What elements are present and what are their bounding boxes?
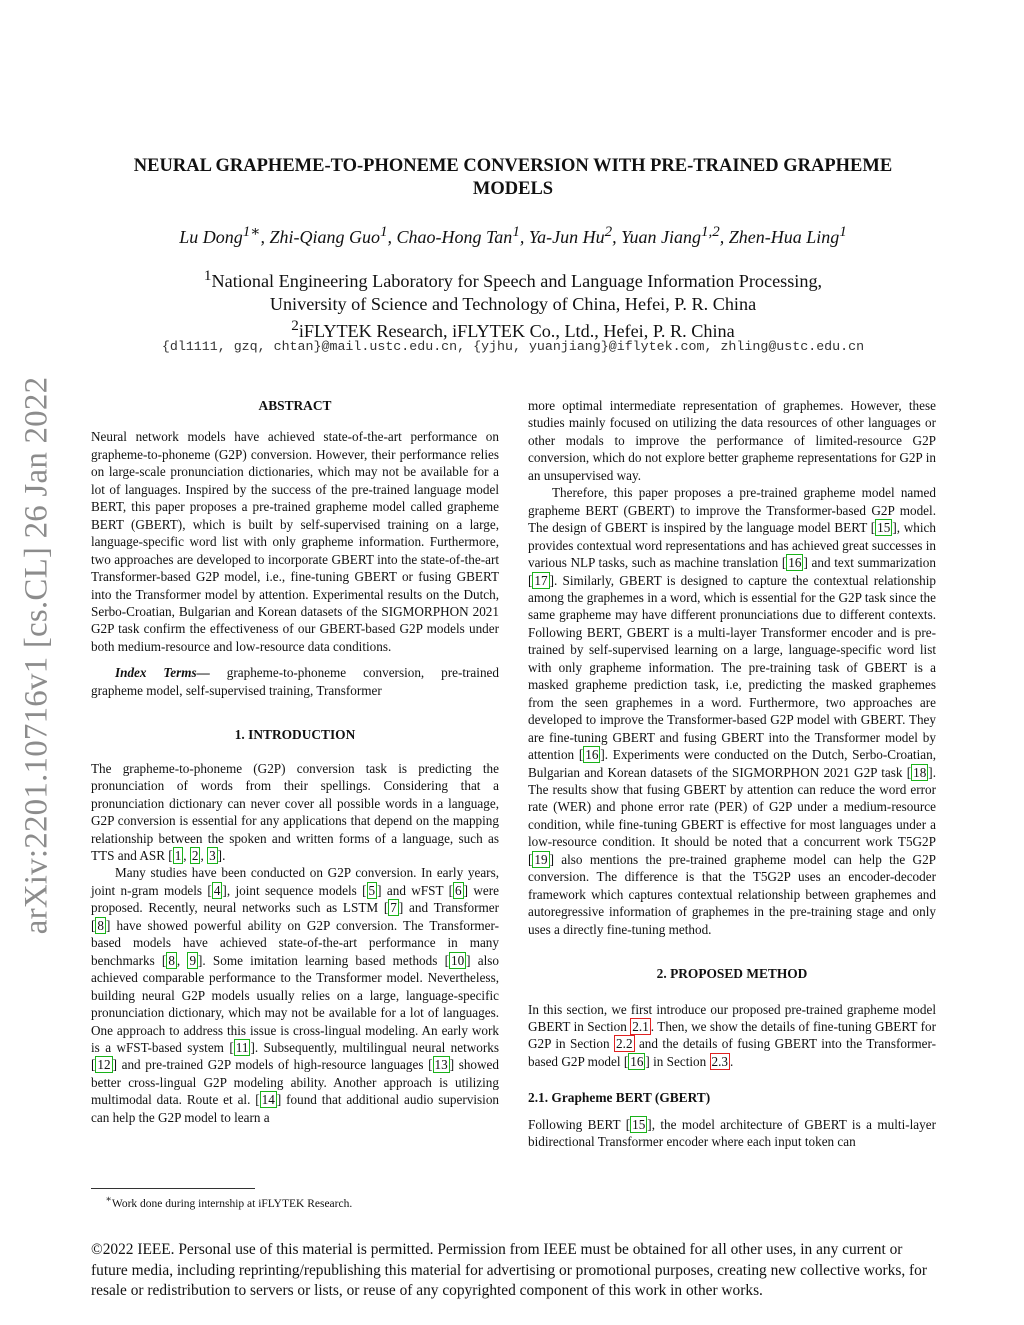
affiliations xyxy=(90,265,936,343)
arxiv-sidebar xyxy=(8,370,66,940)
citation-link[interactable]: 18 xyxy=(913,764,927,780)
author-affil-mark: 1∗ xyxy=(242,224,261,240)
abstract-text: Neural network models have achieved state-of-the-art performance on grapheme-to-phoneme (G2P) conversion. However, their performance relies on large-scale pronunciation dictionaries, which may not be available for a lot of languages. Inspired by the success of the pre-trained language model BERT, this paper proposes a pre-trained grapheme model called grapheme BERT (GBERT), which is built by self-supervised training on a large, language-specific word list with only grapheme information. Furthermore, two approaches are developed to incorporate GBERT into the state-of-the-art Transformer-based G2P model, i.e., fine-tuning GBERT or fusing GBERT into the Transformer model by attention. Experimental results on the Dutch, Serbo-Croatian, Bulgarian and Korean datasets of the SIGMORPHON 2021 G2P task confirm the effectiveness of our GBERT-based G2P models under both medium-resource and low-resource data conditions. xyxy=(91,429,499,654)
intro-paragraph-2: Many studies have been conducted on G2P conversion. In early years, joint n-gram models [ 4 ], joint sequence models [ 5 ] and wFST [ 6 ] were proposed. Recently, neural networks such as LSTM [ 7 ] and Transformer [ 8 ] have showed powerful ability on G2P conversion. The Transformer-based models have achieved state-of-the-art performance in many benchmarks [ 8 , 9 ]. Some imitation learning based methods [ 10 ] also achieved comparable performance to the Transformer model. Nevertheless, building neural G2P models usually relies on a large, language-specific pronunciation dictionary, which may not be available for a lot of languages. One approach to address this issue is cross-lingual modeling. An early work is a wFST-based system [ 11 ]. Subsequently, multilingual neural networks [ 12 ] and pre-trained G2P models of high-resource languages [ 13 ] showed better cross-lingual G2P modeling ability. Another approach is utilizing multimodal data. Route et al. [ 14 ] found that additional audio supervision can help the G2P model to learn a xyxy=(91,865,500,1125)
author-name: Ya-Jun Hu xyxy=(528,227,605,247)
citation-link[interactable]: 6 xyxy=(455,882,462,898)
intro-paragraph-1: The grapheme-to-phoneme (G2P) conversion task is predicting the pronunciation of words from their spellings. Considering that a pronunciation dictionary can never cover all possible words in a language, G2P conversion is essential for any applications that depend on the mapping relationship between the spoken and written forms of a language, such as TTS and ASR [ 1 , 2 , 3 ]. xyxy=(91,760,499,863)
author-affil-mark: 1 xyxy=(512,224,520,240)
citation-link[interactable]: 13 xyxy=(434,1057,448,1073)
citation-link[interactable]: 17 xyxy=(534,572,548,588)
citation-link[interactable]: 14 xyxy=(261,1092,275,1108)
citation-link[interactable]: 8 xyxy=(168,952,175,968)
section-ref-link[interactable]: 2.2 xyxy=(616,1036,633,1052)
author-emails: {dl1111, gzq, chtan}@mail.ustc.edu.cn, {yjhu, yuanjiang}@iflytek.com, zhling@ustc.edu.cn xyxy=(161,339,865,354)
citation-link[interactable]: 4 xyxy=(213,882,221,898)
citation-link[interactable]: 9 xyxy=(189,952,197,968)
author-affil-mark: 2 xyxy=(604,224,613,240)
affiliation-2: $^2$iFLYTEK Research, iFLYTEK Co., Ltd., Hefei, P. R. China xyxy=(291,317,735,342)
footnote-divider xyxy=(91,1188,255,1189)
author-list: Lu Dong$^{1∗}$, Zhi-Qiang Guo$^1$, Chao-Hong Tan$^1$, Ya-Jun Hu$^2$, Yuan Jiang$^{1,2}$, Zhen-Hua Ling$^1$ xyxy=(179,224,847,247)
title-line-1: NEURAL GRAPHEME-TO-PHONEME CONVERSION WITH PRE-TRAINED GRAPHEME xyxy=(133,156,893,176)
citation-link[interactable]: 7 xyxy=(390,900,397,916)
citation-link[interactable]: 2 xyxy=(191,847,199,863)
paper-title xyxy=(90,155,936,201)
section-ref-link[interactable]: 2.1 xyxy=(632,1018,649,1034)
right-column xyxy=(528,397,936,1151)
author-affil-mark: 1 xyxy=(379,224,388,240)
citation-link[interactable]: 16 xyxy=(788,555,802,571)
citation-link[interactable]: 16 xyxy=(585,747,599,763)
arxiv-identifier: arXiv:2201.10716v1 [cs.CL] 26 Jan 2022 xyxy=(18,376,55,934)
author-name: Lu Dong xyxy=(179,227,243,247)
citation-link[interactable]: 3 xyxy=(209,847,216,863)
intro-heading: 1. INTRODUCTION xyxy=(234,727,356,743)
author-affil-mark: 1 xyxy=(839,224,847,240)
citation-link[interactable]: 10 xyxy=(450,952,465,968)
author-name: Zhen-Hua Ling xyxy=(728,227,840,247)
footnote: ∗Work done during internship at iFLYTEK Research. xyxy=(105,1194,353,1210)
citation-link[interactable]: 16 xyxy=(630,1053,644,1069)
citation-link[interactable]: 11 xyxy=(235,1039,249,1055)
citation-link[interactable]: 12 xyxy=(97,1057,111,1073)
citation-link[interactable]: 15 xyxy=(877,520,891,536)
author-name: Chao-Hong Tan xyxy=(396,227,513,247)
copyright-notice: ©2022 IEEE. Personal use of this material is permitted. Permission from IEEE must be obtained for all other uses, in any current or future media, including reprinting/republishing this material for advertising or promotional purposes, creating new collective works, for resale or redistribution to servers or lists, or reuse of any copyrighted component of this work in other works. xyxy=(91,1241,928,1300)
section-2-heading: 2. PROPOSED METHOD xyxy=(656,966,808,982)
citation-link[interactable]: 5 xyxy=(368,882,376,898)
intro-paragraph-4: Therefore, this paper proposes a pre-trained grapheme model named grapheme BERT (GBERT) to improve the Transformer-based G2P model. The design of GBERT is inspired by the language model BERT [ 15 ], which provides contextual word representations and has achieved great successes in various NLP tasks, such as machine translation [ 16 ] and text summarization [ 17 ]. Similarly, GBERT is designed to capture the contextual relationship among the graphemes in a word, which is essential for the G2P task since the same grapheme may have different pronunciations due to different contexts. Following BERT, GBERT is a multi-layer Transformer encoder and is pre-trained by self-supervised learning on a large, language-specific word list with only grapheme information. The pre-training task of GBERT is a masked grapheme prediction task, i.e, predicting the masked graphemes from the seen graphemes in a word. Furthermore, two approaches are developed to improve the Transformer-based G2P model with GBERT. They are fine-tuning GBERT and fusing GBERT into the Transformer model by attention [ 16 ]. Experiments were conducted on the Dutch, Serbo-Croatian, Bulgarian and Korean datasets of the SIGMORPHON 2021 G2P task [ 18 ]. The results show that fusing GBERT by attention can reduce the word error rate (WER) and phone error rate (PER) of G2P under a medium-resource condition, while fine-tuning GBERT is effective for most languages under a low-resource condition. It should be noted that a concurrent work T5G2P [ 19 ] also mentions the pre-trained grapheme model can help the G2P conversion. The difference is that the T5G2P uses an encoder-decoder framework which captures contextual relationship between graphemes and autoregressive information of graphemes in the pre-training stage and only uses a directly fine-tuning method. xyxy=(528,485,936,937)
left-column xyxy=(91,397,499,1126)
intro-paragraph-3: more optimal intermediate representation of graphemes. However, these studies mainly focused on utilizing the data resources of other languages or other modals to improve the performance of limited-resource G2P conversion, which do not explore better grapheme representations for G2P in an unsupervised way. xyxy=(528,398,936,483)
subsection-2-1-heading: 2.1. Grapheme BERT (GBERT) xyxy=(528,1090,711,1106)
abstract-heading: ABSTRACT xyxy=(258,398,332,413)
citation-link[interactable]: 19 xyxy=(534,851,548,867)
subsection-2-1-text: Following BERT [ 15 ], the model architecture of GBERT is a multi-layer bidirectional Transformer encoder where each input token can xyxy=(528,1116,936,1150)
author-name: Zhi-Qiang Guo xyxy=(269,227,380,247)
author-affil-mark: 1,2 xyxy=(701,224,720,240)
affiliation-1: $^1$National Engineering Laboratory for Speech and Language Information Processing, xyxy=(203,267,823,292)
citation-link[interactable]: 15 xyxy=(632,1116,646,1132)
section-2-intro: In this section, we first introduce our proposed pre-trained grapheme model GBERT in Section 2.1 . Then, we show the details of fine-tuning GBERT for G2P in Section 2.2 and the details of fusing GBERT into the Transformer-based G2P model [ 16 ] in Section 2.3 . xyxy=(528,1001,936,1069)
title-line-2: MODELS xyxy=(472,179,554,199)
section-ref-link[interactable]: 2.3 xyxy=(711,1053,729,1069)
affiliation-1-line-2: University of Science and Technology of China, Hefei, P. R. China xyxy=(269,293,757,314)
author-name: Yuan Jiang xyxy=(621,227,702,247)
citation-link[interactable]: 8 xyxy=(97,917,104,933)
index-terms: Index Terms— grapheme-to-phoneme conversion, pre-trained grapheme model, self-supervised training, Transformer xyxy=(91,665,499,698)
citation-link[interactable]: 1 xyxy=(174,847,182,863)
